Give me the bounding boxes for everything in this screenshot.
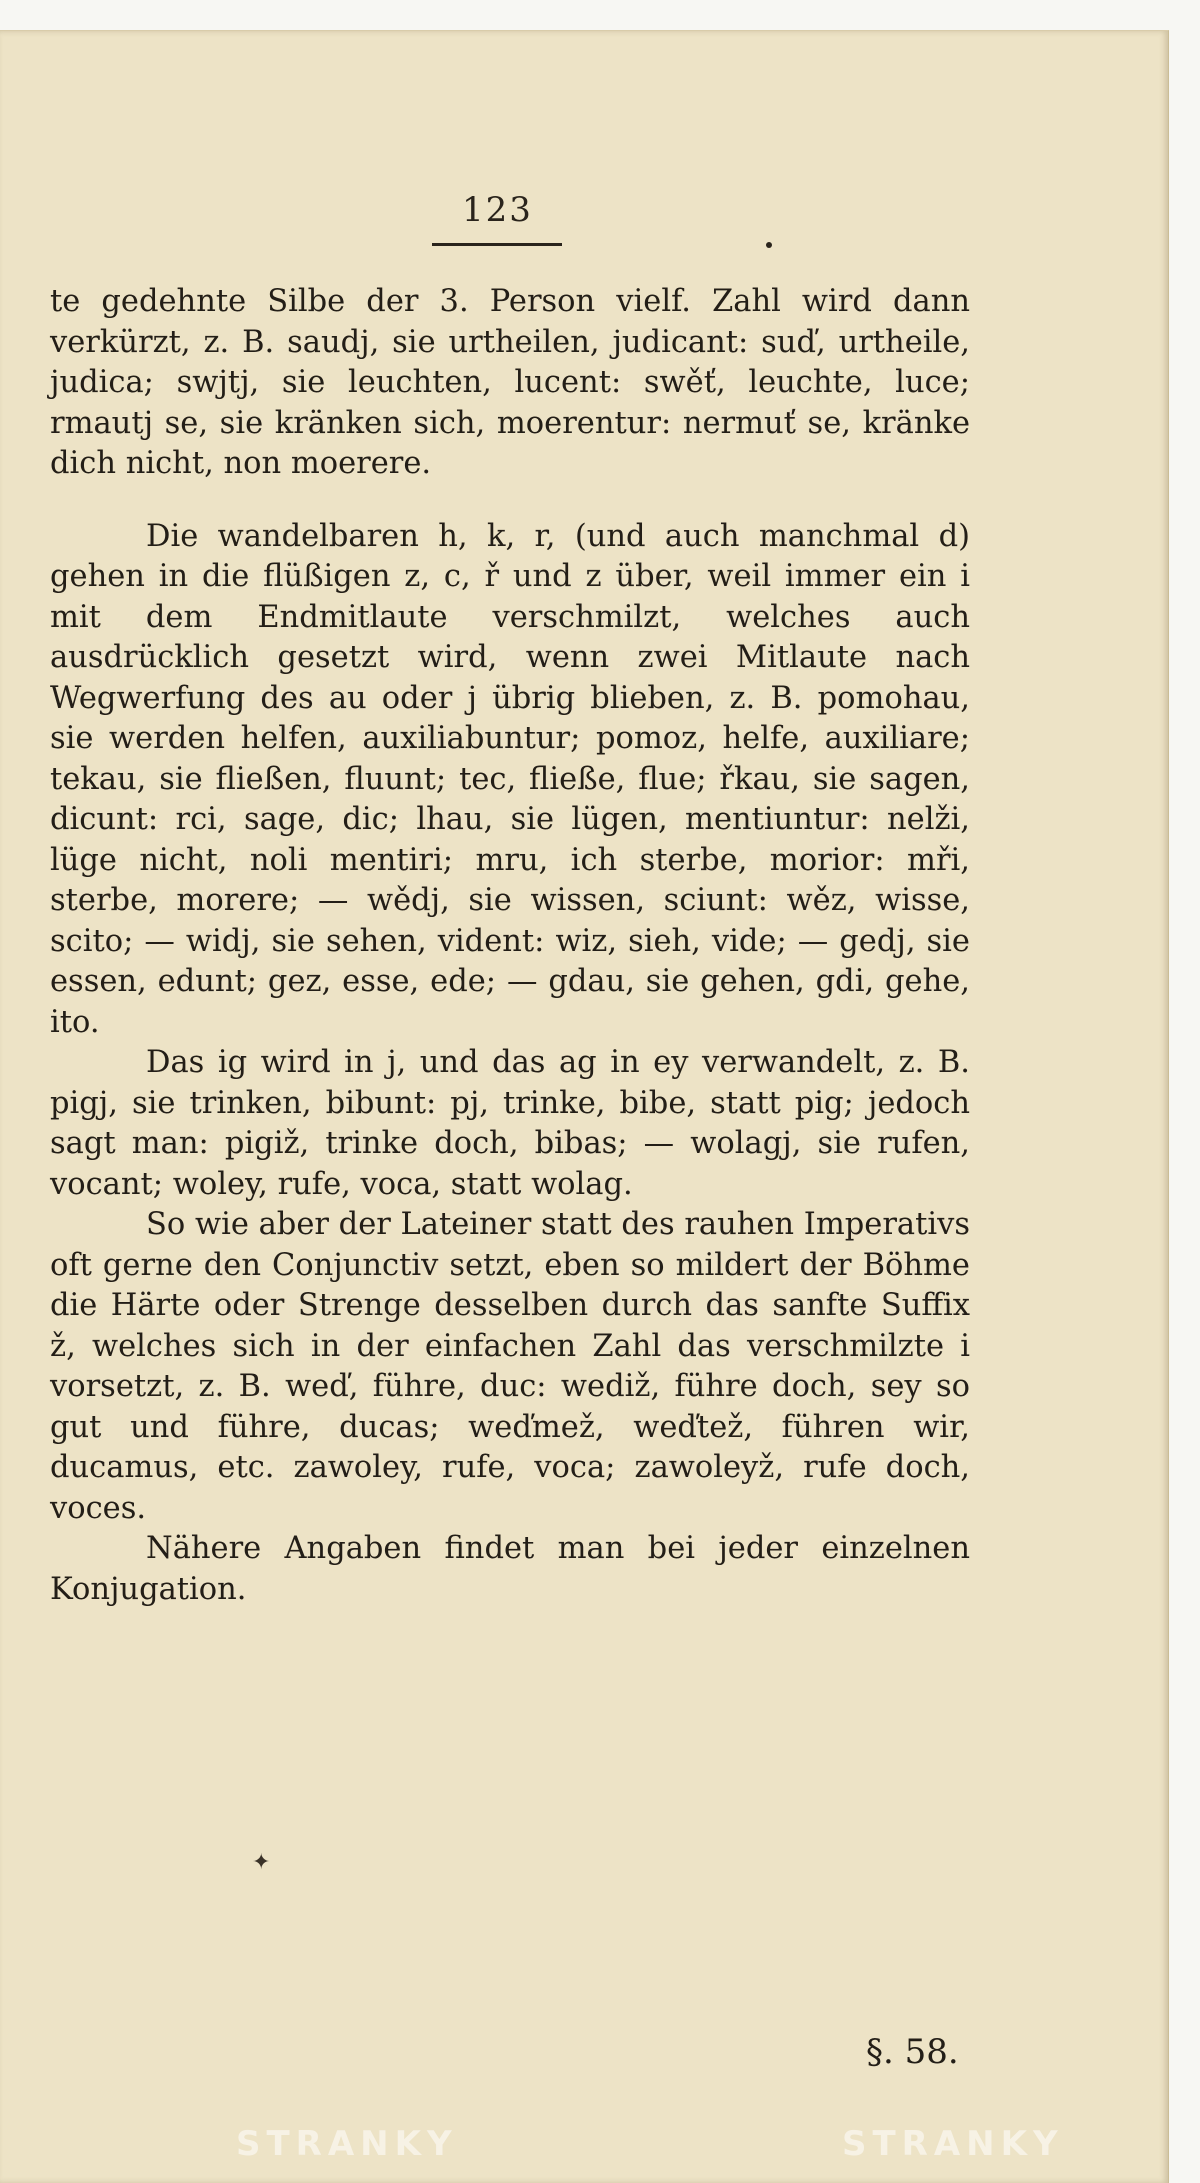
paragraph-4: So wie aber der Lateiner statt des rauhen Imperativs oft gerne den Conjunctiv setzt, eben so mildert der Böhme die Härte oder Strenge desselben durch das sanfte Suffix ž, welches sich in der einfachen Zahl das verschmilzte i vorsetzt, z. B. weď, führe, duc: wediž, führe doch, sey so gut und führe, ducas; weďmež, weďtež, führen wir, ducamus, etc. zawoley, rufe, voca; zawoleyž, rufe doch, voces.	[50, 1207, 970, 1526]
watermark-right: STRANKY	[842, 2124, 1064, 2164]
page-text	[50, 282, 970, 1610]
ink-mark-icon: ✦	[252, 1850, 271, 1875]
footer-section-ref: §. 58.	[866, 2032, 959, 2072]
header-dot	[766, 242, 772, 248]
watermark-left: STRANKY	[236, 2124, 458, 2164]
paragraph-2: Die wandelbaren h, k, r, (und auch manchmal d) gehen in die flüßigen z, c, ř und z über, weil immer ein i mit dem Endmitlaute verschmilzt, welches auch ausdrücklich gesetzt wird, wenn zwei Mitlaute nach Wegwerfung des au oder j übrig blieben, z. B. pomohau, sie werden helfen, auxiliabuntur; pomoz, helfe, auxiliare; tekau, sie fließen, fluunt; tec, fließe, flue; řkau, sie sagen, dicunt: rci, sage, dic; lhau, sie lügen, mentiuntur: nelži, lüge nicht, noli mentiri; mru, ich sterbe, morior: mři, sterbe, morere; — wědj, sie wissen, sciunt: wěz, wisse, scito; — widj, sie sehen, vident: wiz, sieh, vide; — gedj, sie essen, edunt; gez, esse, ede; — gdau, sie gehen, gdi, gehe, ito.	[50, 518, 970, 1040]
page-number: 123	[462, 190, 533, 230]
paragraph-5: Nähere Angaben findet man bei jeder einzelnen Konjugation.	[50, 1531, 970, 1607]
paragraph-3: Das ig wird in j, und das ag in ey verwandelt, z. B. pigj, sie trinken, bibunt: pj, trinke, bibe, statt pig; jedoch sagt man: pigiž, trinke doch, bibas; — wolagj, sie rufen, vocant; woley, rufe, voca, statt wolag.	[50, 1045, 970, 1202]
paragraph-1: te gedehnte Silbe der 3. Person vielf. Zahl wird dann verkürzt, z. B. saudj, sie urtheilen, judicant: suď, urtheile, judica; swjtj, sie leuchten, lucent: swěť, leuchte, luce; rmautj se, sie kränken sich, moerentur: nermuť se, kränke dich nicht, non moerere.	[50, 284, 970, 481]
header-rule	[432, 243, 562, 246]
